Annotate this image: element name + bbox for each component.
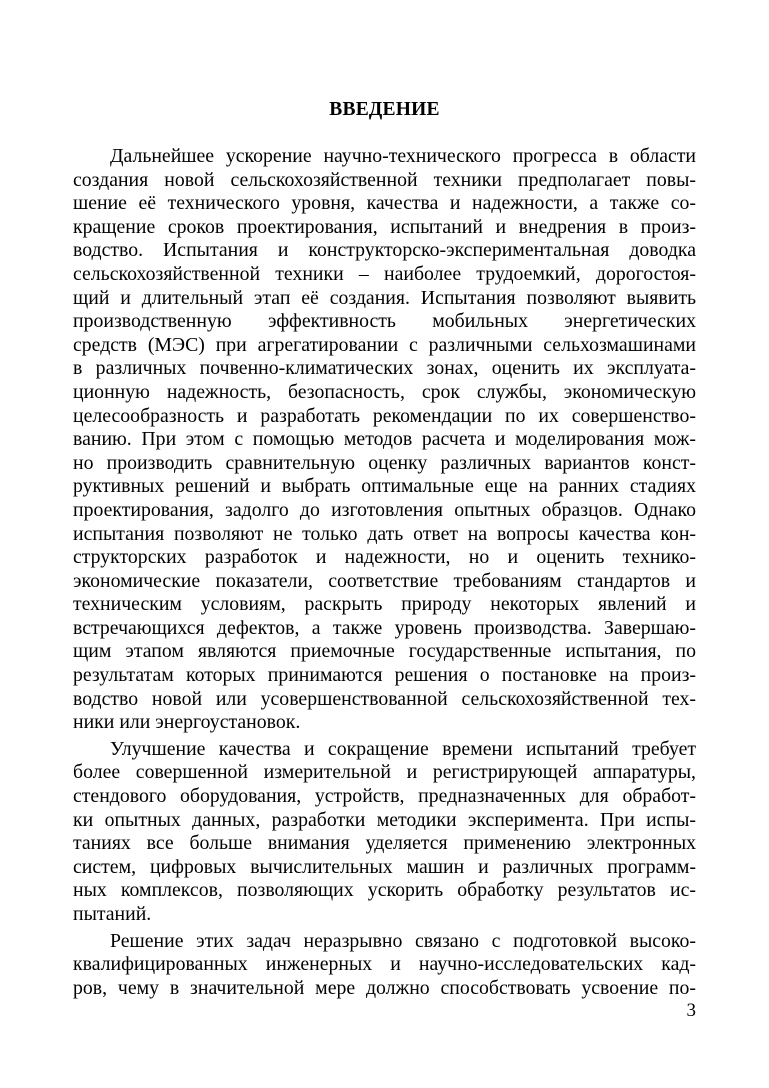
text-line: ционную надежность, безопасность, срок службы, экономическую bbox=[73, 380, 696, 403]
text-line: Дальнейшее ускорение научно-технического прогресса в области bbox=[110, 145, 696, 167]
text-line: ров, чему в значительной мере должно способствовать усвоение по- bbox=[73, 976, 696, 999]
text-line: щим этапом являются приемочные государственные испытания, по bbox=[73, 640, 696, 663]
text-line: ки опытных данных, разработки методики эксперимента. При испы- bbox=[73, 808, 696, 831]
text-line: систем, цифровых вычислительных машин и различных программ- bbox=[73, 855, 696, 878]
text-line: Решение этих задач неразрывно связано с подготовкой высоко- bbox=[110, 929, 696, 952]
text-line: водство. Испытания и конструкторско-экспериментальная доводка bbox=[73, 239, 696, 262]
text-line: целесообразность и разработать рекомендации по их совершенство- bbox=[73, 404, 696, 427]
text-line: результатам которых принимаются решения о постановке на произ- bbox=[73, 664, 696, 687]
text-line: структорских разработок и надежности, но и оценить технико- bbox=[73, 546, 696, 569]
text-line: руктивных решений и выбрать оптимальные еще на ранних стадиях bbox=[73, 475, 696, 498]
text-line: пытаний. bbox=[73, 903, 152, 925]
text-line: шение её технического уровня, качества и надежности, а также со- bbox=[73, 192, 696, 215]
text-line: но производить сравнительную оценку различных вариантов конст- bbox=[73, 451, 696, 474]
paragraph-2 bbox=[73, 738, 696, 927]
text-line: встречающихся дефектов, а также уровень производства. Завершаю- bbox=[73, 616, 696, 639]
text-line: производственную эффективность мобильных энергетических bbox=[73, 310, 696, 333]
paragraph-3 bbox=[73, 930, 696, 1001]
text-line: щий и длительный этап её создания. Испытания позволяют выявить bbox=[73, 286, 696, 309]
text-line: проектирования, задолго до изготовления опытных образцов. Однако bbox=[73, 498, 696, 521]
text-line: более совершенной измерительной и регистрирующей аппаратуры, bbox=[73, 761, 696, 784]
text-line: стендового оборудования, устройств, предназначенных для обработ- bbox=[73, 785, 696, 808]
text-line: Улучшение качества и сокращение времени испытаний требует bbox=[110, 737, 696, 760]
text-line: ных комплексов, позволяющих ускорить обработку результатов ис- bbox=[73, 879, 696, 902]
body-text bbox=[73, 145, 696, 1003]
page-title: ВВЕДЕНИЕ bbox=[329, 99, 440, 120]
text-line: сельскохозяйственной техники – наиболее трудоемкий, дорогостоя- bbox=[73, 262, 696, 285]
text-line: таниях все больше внимания уделяется применению электронных bbox=[73, 832, 696, 855]
text-line: испытания позволяют не только дать ответ на вопросы качества кон- bbox=[73, 522, 696, 545]
text-line: в различных почвенно-климатических зонах, оценить их эксплуата- bbox=[73, 357, 696, 380]
text-line: создания новой сельскохозяйственной техники предполагает повы- bbox=[73, 168, 696, 191]
page-number: 3 bbox=[686, 1000, 696, 1021]
text-line: техническим условиям, раскрыть природу некоторых явлений и bbox=[73, 593, 696, 616]
text-line: средств (МЭС) при агрегатировании с различными сельхозмашинами bbox=[73, 333, 696, 356]
text-line: экономические показатели, соответствие требованиям стандартов и bbox=[73, 569, 696, 592]
paragraph-1 bbox=[73, 145, 696, 735]
text-line: ванию. При этом с помощью методов расчета и моделирования мож- bbox=[73, 428, 696, 451]
text-line: квалифицированных инженерных и научно-исследовательских кад- bbox=[73, 953, 696, 976]
text-line: ники или энергоустановок. bbox=[73, 711, 301, 734]
text-line: кращение сроков проектирования, испытаний и внедрения в произ- bbox=[73, 215, 696, 238]
text-line: водство новой или усовершенствованной сельскохозяйственной тех- bbox=[73, 687, 696, 710]
